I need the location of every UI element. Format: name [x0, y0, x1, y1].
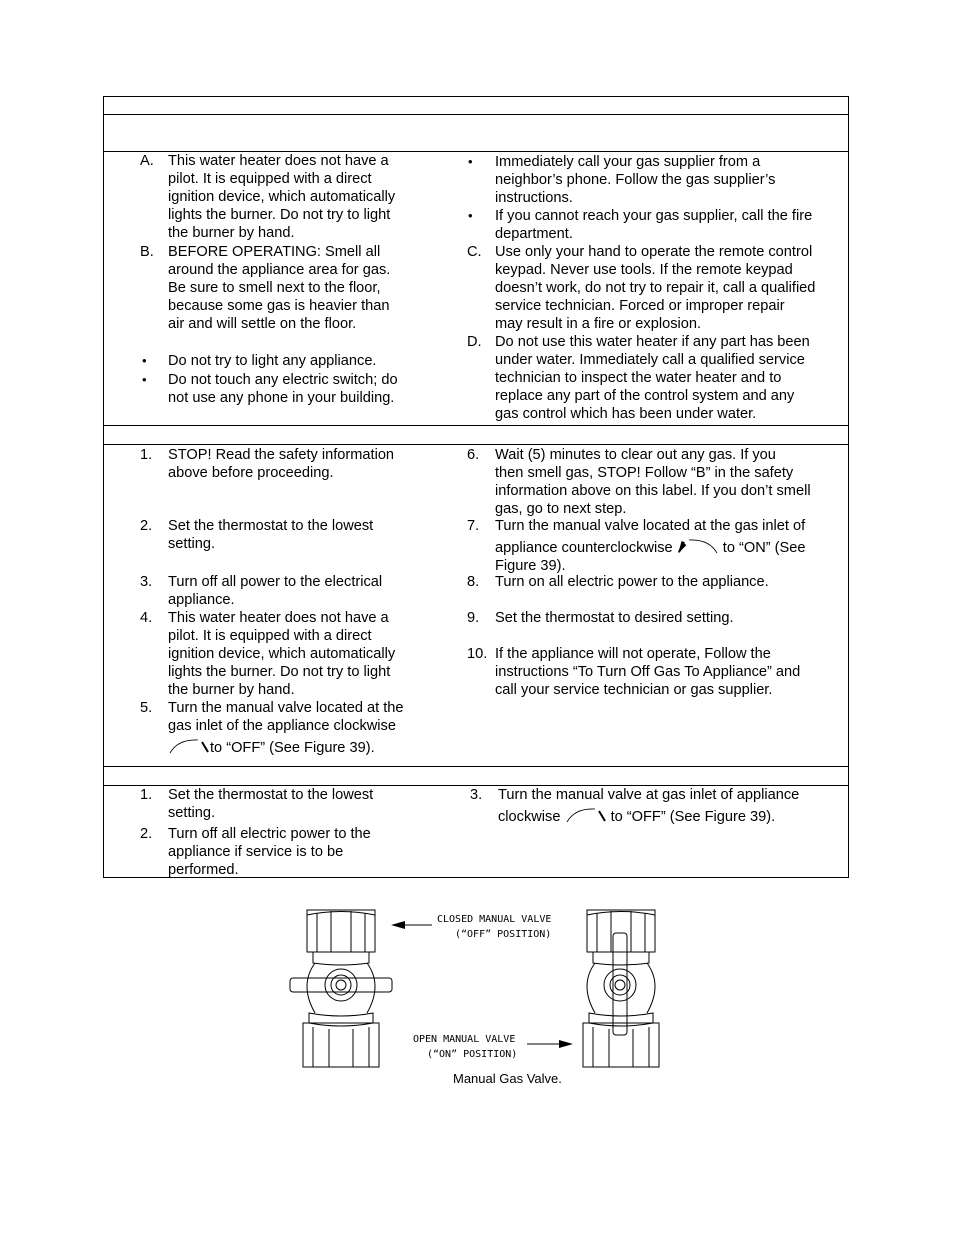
divider [104, 444, 848, 445]
manual-gas-valve-figure [287, 905, 667, 1070]
divider [104, 114, 848, 115]
figure-caption: Manual Gas Valve. [453, 1071, 562, 1086]
open-valve-label: OPEN MANUAL VALVE [413, 1034, 516, 1045]
arrow-right-icon [559, 1040, 573, 1048]
closed-valve-position: (“OFF” POSITION) [455, 929, 552, 940]
safety-item-text: BEFORE OPERATING: Smell all around the appliance area for gas. Be sure to smell next to the floor, because some gas is heavier than air and will settle on the floor. [168, 244, 391, 332]
open-valve-position: (“ON” POSITION) [427, 1049, 518, 1060]
safety-item-text: This water heater does not have a pilot. It is equipped with a direct ignition device, which automatically lights the burner. Do not try to light the burner by hand. [168, 153, 396, 241]
divider [104, 425, 848, 426]
open-valve-drawing [583, 910, 659, 1067]
counterclockwise-arrow-icon [677, 537, 719, 555]
closed-valve-label: CLOSED MANUAL VALVE [437, 914, 552, 925]
arrow-left-icon [391, 921, 405, 929]
clockwise-arrow-icon [168, 737, 210, 755]
closed-valve-drawing [290, 910, 392, 1067]
divider [104, 766, 848, 767]
clockwise-arrow-icon [565, 806, 607, 824]
